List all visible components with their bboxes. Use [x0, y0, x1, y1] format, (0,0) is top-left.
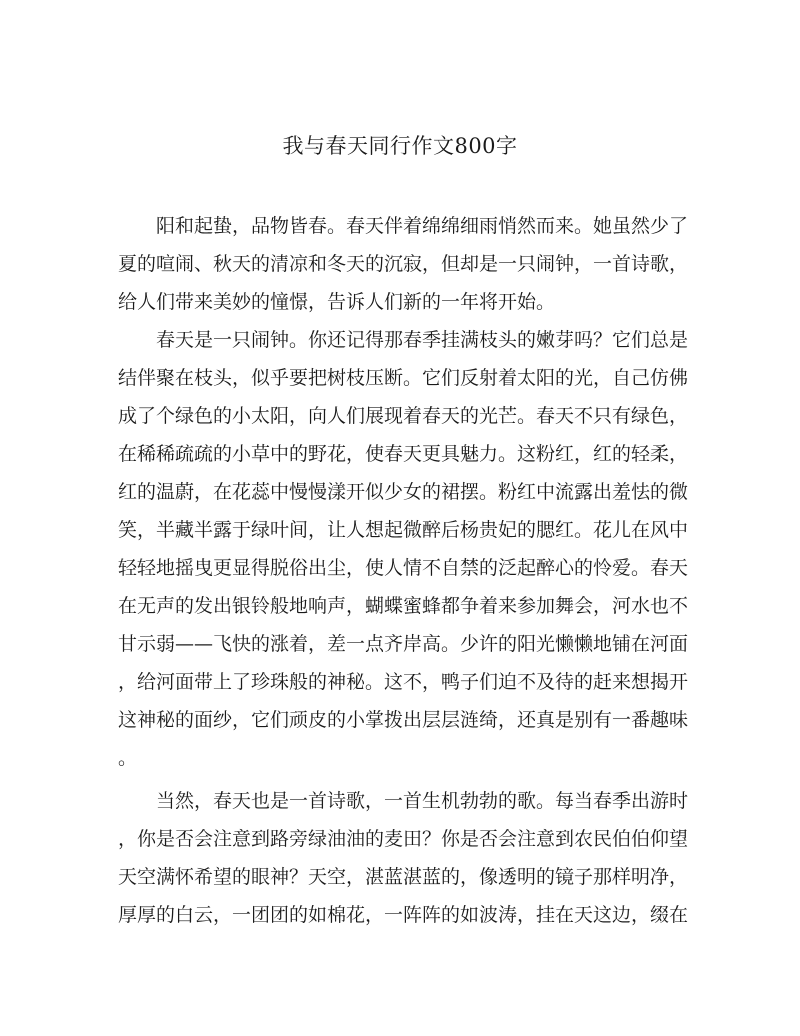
text-line: 结伴聚在枝头，似乎要把树枝压断。它们反射着太阳的光，自己仿佛	[118, 367, 688, 389]
text-line: 给人们带来美妙的憧憬，告诉人们新的一年将开始。	[118, 291, 556, 313]
text-line: 在稀稀疏疏的小草中的野花，使春天更具魅力。这粉红，红的轻柔，	[118, 443, 688, 465]
text-line: 阳和起蛰，品物皆春。春天伴着绵绵细雨悄然而来。她虽然少了	[118, 215, 688, 237]
text-line: 轻轻地摇曳更显得脱俗出尘，使人情不自禁的泛起醉心的怜爱。春天	[118, 557, 688, 579]
text-line: 在无声的发出银铃般地响声，蝴蝶蜜蜂都争着来参加舞会，河水也不	[118, 595, 688, 617]
text-line: 天空满怀希望的眼神？天空，湛蓝湛蓝的，像透明的镜子那样明净，	[118, 866, 688, 888]
text-line: 春天是一只闹钟。你还记得那春季挂满枝头的嫩芽吗？它们总是	[118, 329, 688, 351]
document-title: 我与春天同行作文800字	[282, 134, 518, 158]
text-line: 。	[118, 747, 138, 769]
text-line: ，给河面带上了珍珠般的神秘。这不，鸭子们迫不及待的赶来想揭开	[118, 671, 688, 693]
text-line: 这神秘的面纱，它们顽皮的小掌拨出层层涟绮，还真是别有一番趣味	[118, 709, 688, 731]
text-line: ，你是否会注意到路旁绿油油的麦田？你是否会注意到农民伯伯仰望	[118, 828, 688, 850]
text-line: 甘示弱——飞快的涨着，差一点齐岸高。少许的阳光懒懒地铺在河面	[118, 633, 688, 655]
text-line: 当然，春天也是一首诗歌，一首生机勃勃的歌。每当春季出游时	[118, 790, 688, 812]
text-line: 笑，半藏半露于绿叶间，让人想起微醉后杨贵妃的腮红。花儿在风中	[118, 519, 688, 541]
text-line: 成了个绿色的小太阳，向人们展现着春天的光芒。春天不只有绿色，	[118, 405, 688, 427]
text-line: 夏的喧闹、秋天的清凉和冬天的沉寂，但却是一只闹钟，一首诗歌，	[118, 253, 688, 275]
text-line: 厚厚的白云，一团团的如棉花，一阵阵的如波涛，挂在天这边，缀在	[118, 904, 688, 926]
text-line: 红的温蔚，在花蕊中慢慢漾开似少女的裙摆。粉红中流露出羞怯的微	[118, 481, 688, 503]
